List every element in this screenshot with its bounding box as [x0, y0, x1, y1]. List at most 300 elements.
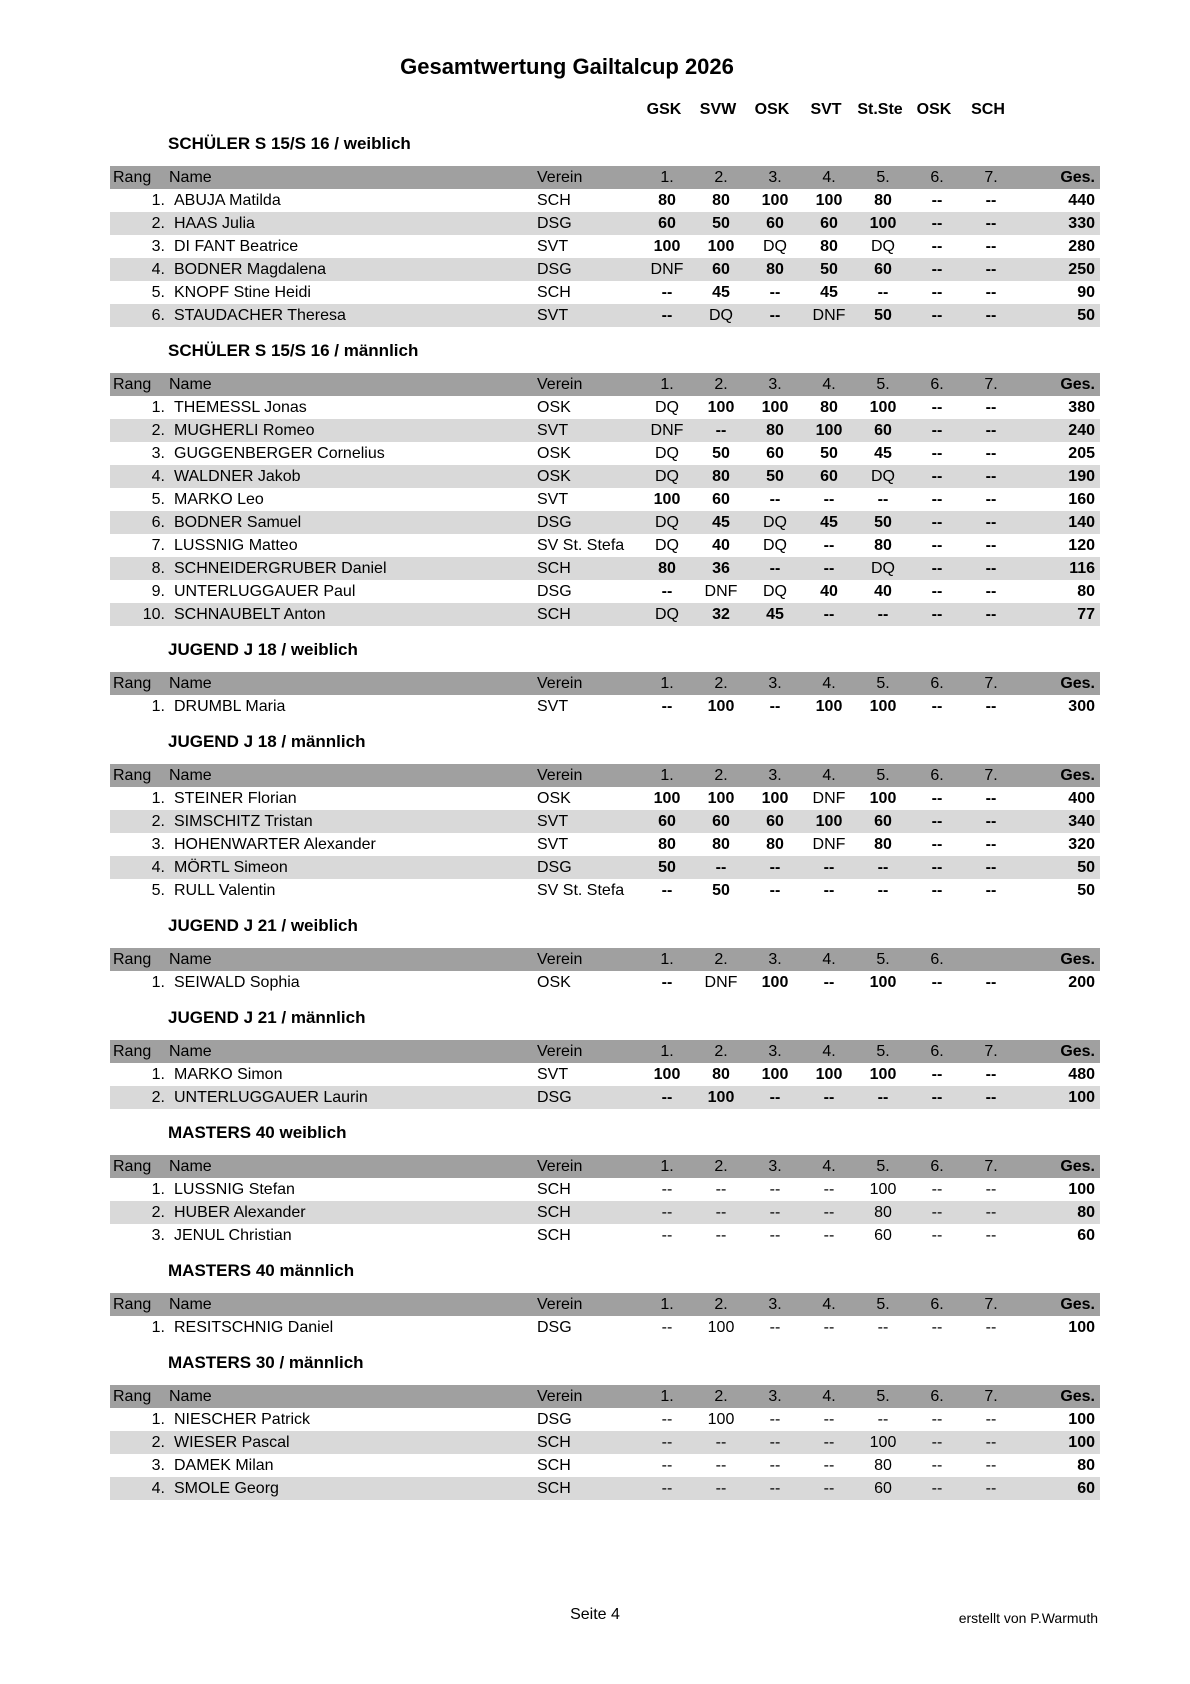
section-title: MASTERS 40 männlich [168, 1261, 355, 1280]
column-header-round: 1. [660, 1043, 674, 1060]
result-cell: -- [931, 1434, 943, 1451]
table-row [110, 879, 1100, 902]
result-cell: -- [715, 1434, 727, 1451]
column-header-round: 5. [876, 951, 890, 968]
column-header-round: 4. [822, 1388, 836, 1405]
table-row [110, 419, 1100, 442]
result-cell: 80 [874, 537, 892, 554]
event-codes-row [110, 100, 1100, 120]
results-table [110, 373, 1100, 626]
table-row [110, 488, 1100, 511]
total-cell: 90 [1077, 284, 1095, 301]
total-cell: 77 [1077, 606, 1095, 623]
total-cell: 160 [1068, 491, 1095, 508]
column-header-round: 4. [822, 675, 836, 692]
verein-cell: DSG [537, 215, 572, 232]
result-cell: 100 [707, 1089, 735, 1106]
result-cell: 100 [707, 238, 735, 255]
verein-cell: DSG [537, 261, 572, 278]
results-table [110, 764, 1100, 902]
rank-cell: 1. [151, 1319, 165, 1336]
result-cell: 80 [874, 1204, 892, 1221]
result-cell: 60 [874, 422, 892, 439]
result-cell: DQ [655, 445, 679, 462]
table-row [110, 1431, 1100, 1454]
column-header-total: Ges. [1060, 1158, 1095, 1175]
result-cell: -- [661, 1204, 673, 1221]
column-header-round: 4. [822, 1043, 836, 1060]
table-row [110, 1316, 1100, 1339]
table-row [110, 258, 1100, 281]
result-cell: 50 [874, 307, 892, 324]
verein-cell: OSK [537, 468, 571, 485]
content-area [110, 100, 1100, 1500]
section-title: SCHÜLER S 15/S 16 / weiblich [168, 134, 411, 153]
column-header-round: 2. [714, 376, 728, 393]
result-cell: -- [931, 238, 943, 255]
rank-cell: 4. [151, 468, 165, 485]
result-cell: 100 [869, 1066, 897, 1083]
rank-cell: 1. [151, 1066, 165, 1083]
result-cell: 100 [761, 399, 789, 416]
rank-cell: 4. [151, 1480, 165, 1497]
total-cell: 100 [1068, 1089, 1095, 1106]
result-cell: 60 [658, 813, 676, 830]
result-cell: -- [877, 1319, 889, 1336]
rank-cell: 3. [151, 238, 165, 255]
name-cell: HOHENWARTER Alexander [174, 836, 376, 853]
result-cell: 50 [712, 215, 730, 232]
result-cell: -- [769, 1411, 781, 1428]
column-header-round: 6. [930, 1388, 944, 1405]
result-cell: -- [877, 859, 889, 876]
result-cell: -- [823, 1089, 835, 1106]
total-cell: 400 [1068, 790, 1095, 807]
total-cell: 330 [1068, 215, 1095, 232]
result-cell: -- [931, 261, 943, 278]
result-cell: 45 [712, 284, 730, 301]
result-cell: -- [931, 790, 943, 807]
name-cell: WALDNER Jakob [174, 468, 301, 485]
table-header-row [110, 764, 1100, 787]
column-header-round: 4. [822, 1296, 836, 1313]
rank-cell: 3. [151, 836, 165, 853]
column-header-round: 5. [876, 169, 890, 186]
name-cell: SCHNEIDERGRUBER Daniel [174, 560, 387, 577]
section [110, 1123, 1100, 1247]
total-cell: 80 [1077, 1457, 1095, 1474]
column-header-rang: Rang [113, 1158, 152, 1175]
result-cell: -- [985, 399, 997, 416]
results-table [110, 1385, 1100, 1500]
result-cell: -- [661, 1411, 673, 1428]
result-cell: 100 [653, 790, 681, 807]
result-cell: DQ [763, 238, 787, 255]
column-header-round: 6. [930, 169, 944, 186]
result-cell: 80 [658, 836, 676, 853]
column-header-name: Name [169, 1158, 212, 1175]
column-header-round: 3. [768, 169, 782, 186]
column-header-round: 2. [714, 675, 728, 692]
result-cell: -- [931, 537, 943, 554]
result-cell: 80 [712, 468, 730, 485]
result-cell: 60 [766, 813, 784, 830]
result-cell: 100 [869, 399, 897, 416]
column-header-round: 1. [660, 1296, 674, 1313]
result-cell: DNF [650, 261, 684, 278]
event-code: St.Ste [857, 101, 903, 118]
column-header-name: Name [169, 675, 212, 692]
total-cell: 120 [1068, 537, 1095, 554]
column-header-verein: Verein [537, 1043, 583, 1060]
column-header-total: Ges. [1060, 1296, 1095, 1313]
result-cell: -- [985, 1181, 997, 1198]
result-cell: -- [823, 1480, 835, 1497]
result-cell: -- [877, 1411, 889, 1428]
result-cell: 100 [707, 698, 735, 715]
result-cell: -- [823, 491, 835, 508]
result-cell: -- [823, 560, 835, 577]
result-cell: 100 [653, 491, 681, 508]
table-row [110, 281, 1100, 304]
result-cell: 32 [712, 606, 730, 623]
verein-cell: SCH [537, 1204, 571, 1221]
rank-cell: 5. [151, 491, 165, 508]
table-row [110, 465, 1100, 488]
result-cell: DQ [871, 560, 895, 577]
table-row [110, 511, 1100, 534]
result-cell: -- [985, 537, 997, 554]
results-table [110, 1040, 1100, 1109]
column-header-round: 7. [984, 1296, 998, 1313]
rank-cell: 7. [151, 537, 165, 554]
column-header-verein: Verein [537, 1296, 583, 1313]
total-cell: 190 [1068, 468, 1095, 485]
result-cell: -- [769, 1457, 781, 1474]
result-cell: 45 [820, 514, 838, 531]
column-header-round: 5. [876, 767, 890, 784]
total-cell: 50 [1077, 882, 1095, 899]
column-header-name: Name [169, 1043, 212, 1060]
rank-cell: 2. [151, 1089, 165, 1106]
result-cell: 100 [869, 215, 897, 232]
section [110, 1008, 1100, 1109]
rank-cell: 1. [151, 974, 165, 991]
rank-cell: 1. [151, 790, 165, 807]
column-header-verein: Verein [537, 1388, 583, 1405]
result-cell: 100 [815, 422, 843, 439]
result-cell: -- [985, 1411, 997, 1428]
rank-cell: 2. [151, 813, 165, 830]
section [110, 732, 1100, 902]
rank-cell: 2. [151, 422, 165, 439]
result-cell: -- [769, 284, 781, 301]
name-cell: RESITSCHNIG Daniel [174, 1319, 334, 1336]
verein-cell: SCH [537, 1227, 571, 1244]
result-cell: -- [661, 974, 673, 991]
total-cell: 100 [1068, 1434, 1095, 1451]
column-header-round: 3. [768, 1158, 782, 1175]
table-row [110, 189, 1100, 212]
result-cell: 50 [658, 859, 676, 876]
name-cell: LUSSNIG Stefan [174, 1181, 295, 1198]
result-cell: -- [823, 974, 835, 991]
result-cell: -- [985, 192, 997, 209]
result-cell: 100 [707, 1411, 735, 1428]
verein-cell: SVT [537, 307, 569, 324]
name-cell: ABUJA Matilda [174, 192, 281, 209]
result-cell: -- [931, 1181, 943, 1198]
result-cell: 50 [712, 445, 730, 462]
result-cell: 60 [874, 261, 892, 278]
result-cell: -- [769, 1227, 781, 1244]
section [110, 640, 1100, 718]
name-cell: BODNER Magdalena [174, 261, 327, 278]
section [110, 1261, 1100, 1339]
table-header-row [110, 1385, 1100, 1408]
result-cell: 100 [653, 1066, 681, 1083]
rank-cell: 4. [151, 261, 165, 278]
column-header-name: Name [169, 1296, 212, 1313]
total-cell: 60 [1077, 1480, 1095, 1497]
name-cell: NIESCHER Patrick [174, 1411, 311, 1428]
verein-cell: SVT [537, 1066, 569, 1083]
result-cell: -- [931, 698, 943, 715]
column-header-round: 7. [984, 1043, 998, 1060]
result-cell: -- [661, 1227, 673, 1244]
name-cell: UNTERLUGGAUER Paul [174, 583, 356, 600]
name-cell: SEIWALD Sophia [174, 974, 300, 991]
name-cell: DRUMBL Maria [174, 698, 286, 715]
table-row [110, 1408, 1100, 1431]
column-header-name: Name [169, 1388, 212, 1405]
result-cell: -- [985, 882, 997, 899]
rank-cell: 4. [151, 859, 165, 876]
rank-cell: 9. [151, 583, 165, 600]
result-cell: -- [931, 284, 943, 301]
result-cell: -- [715, 1457, 727, 1474]
result-cell: 36 [712, 560, 730, 577]
result-cell: -- [823, 1411, 835, 1428]
column-header-round: 7. [984, 675, 998, 692]
rank-cell: 10. [142, 606, 165, 623]
column-header-round: 2. [714, 1388, 728, 1405]
result-cell: -- [823, 882, 835, 899]
total-cell: 380 [1068, 399, 1095, 416]
result-cell: -- [769, 1319, 781, 1336]
verein-cell: SVT [537, 813, 569, 830]
column-header-verein: Verein [537, 169, 583, 186]
column-header-name: Name [169, 169, 212, 186]
result-cell: 60 [820, 215, 838, 232]
total-cell: 50 [1077, 859, 1095, 876]
section [110, 134, 1100, 327]
result-cell: -- [823, 1227, 835, 1244]
section [110, 1353, 1100, 1500]
column-header-round: 2. [714, 1296, 728, 1313]
result-cell: -- [931, 1204, 943, 1221]
column-header-rang: Rang [113, 675, 152, 692]
result-cell: 60 [712, 261, 730, 278]
verein-cell: SCH [537, 192, 571, 209]
result-cell: 100 [815, 1066, 843, 1083]
result-cell: 80 [874, 192, 892, 209]
table-row [110, 833, 1100, 856]
result-cell: -- [985, 307, 997, 324]
result-cell: -- [769, 698, 781, 715]
event-codes-spacer [110, 100, 637, 120]
table-header-row [110, 672, 1100, 695]
column-header-round: 7. [984, 1158, 998, 1175]
rank-cell: 5. [151, 284, 165, 301]
table-row [110, 810, 1100, 833]
table-row [110, 557, 1100, 580]
name-cell: STAUDACHER Theresa [174, 307, 346, 324]
result-cell: -- [769, 491, 781, 508]
column-header-round: 7. [984, 169, 998, 186]
result-cell: -- [769, 859, 781, 876]
verein-cell: DSG [537, 1411, 572, 1428]
rank-cell: 8. [151, 560, 165, 577]
result-cell: -- [661, 1089, 673, 1106]
result-cell: 50 [820, 261, 838, 278]
result-cell: DQ [655, 606, 679, 623]
result-cell: -- [931, 422, 943, 439]
total-cell: 80 [1077, 1204, 1095, 1221]
column-header-round: 3. [768, 1296, 782, 1313]
total-cell: 250 [1068, 261, 1095, 278]
column-header-round: 1. [660, 376, 674, 393]
result-cell: 60 [874, 813, 892, 830]
result-cell: DNF [812, 836, 846, 853]
rank-cell: 6. [151, 307, 165, 324]
column-header-round: 2. [714, 767, 728, 784]
section-title: JUGEND J 21 / männlich [168, 1008, 366, 1027]
column-header-round: 6. [930, 1296, 944, 1313]
table-header-row [110, 373, 1100, 396]
result-cell: DNF [812, 790, 846, 807]
total-cell: 440 [1068, 192, 1095, 209]
result-cell: -- [985, 1319, 997, 1336]
result-cell: -- [931, 813, 943, 830]
column-header-name: Name [169, 951, 212, 968]
result-cell: -- [715, 1227, 727, 1244]
table-row [110, 304, 1100, 327]
section-title: MASTERS 40 weiblich [168, 1123, 347, 1142]
column-header-round: 2. [714, 1043, 728, 1060]
name-cell: KNOPF Stine Heidi [174, 284, 311, 301]
total-cell: 205 [1068, 445, 1095, 462]
column-header-round: 4. [822, 1158, 836, 1175]
verein-cell: SCH [537, 606, 571, 623]
results-table [110, 672, 1100, 718]
result-cell: -- [877, 606, 889, 623]
result-cell: -- [931, 859, 943, 876]
result-cell: -- [985, 606, 997, 623]
result-cell: -- [931, 974, 943, 991]
result-cell: -- [931, 560, 943, 577]
result-cell: -- [769, 307, 781, 324]
footer-credit: erstellt von P.Warmuth [958, 1610, 1098, 1626]
column-header-rang: Rang [113, 767, 152, 784]
result-cell: 60 [712, 813, 730, 830]
result-cell: 40 [874, 583, 892, 600]
verein-cell: SVT [537, 238, 569, 255]
result-cell: 60 [712, 491, 730, 508]
verein-cell: DSG [537, 514, 572, 531]
table-row [110, 1063, 1100, 1086]
column-header-round: 4. [822, 951, 836, 968]
total-cell: 320 [1068, 836, 1095, 853]
verein-cell: SVT [537, 491, 569, 508]
result-cell: -- [931, 307, 943, 324]
name-cell: BODNER Samuel [174, 514, 302, 531]
total-cell: 100 [1068, 1411, 1095, 1428]
column-header-round: 5. [876, 376, 890, 393]
result-cell: 50 [712, 882, 730, 899]
total-cell: 80 [1077, 583, 1095, 600]
page-number: Seite 4 [570, 1606, 620, 1623]
result-cell: 100 [869, 1181, 897, 1198]
name-cell: MUGHERLI Romeo [174, 422, 315, 439]
column-header-name: Name [169, 767, 212, 784]
result-cell: -- [661, 307, 673, 324]
total-cell: 200 [1068, 974, 1095, 991]
verein-cell: SVT [537, 422, 569, 439]
total-cell: 280 [1068, 238, 1095, 255]
result-cell: DQ [655, 468, 679, 485]
result-cell: DQ [655, 399, 679, 416]
column-header-round: 1. [660, 675, 674, 692]
result-cell: 100 [707, 1319, 735, 1336]
verein-cell: SVT [537, 836, 569, 853]
result-cell: -- [985, 560, 997, 577]
rank-cell: 3. [151, 1227, 165, 1244]
table-row [110, 442, 1100, 465]
result-cell: -- [823, 537, 835, 554]
result-cell: -- [931, 1089, 943, 1106]
column-header-total: Ges. [1060, 675, 1095, 692]
column-header-round: 3. [768, 951, 782, 968]
table-row [110, 235, 1100, 258]
total-cell: 60 [1077, 1227, 1095, 1244]
result-cell: -- [931, 1457, 943, 1474]
result-cell: 40 [820, 583, 838, 600]
event-code: GSK [646, 101, 682, 118]
total-cell: 100 [1068, 1181, 1095, 1198]
result-cell: -- [985, 813, 997, 830]
column-header-round: 3. [768, 1388, 782, 1405]
result-cell: -- [715, 1204, 727, 1221]
column-header-verein: Verein [537, 1158, 583, 1175]
section [110, 341, 1100, 626]
name-cell: MARKO Leo [174, 491, 264, 508]
result-cell: -- [715, 422, 727, 439]
table-header-row [110, 948, 1100, 971]
result-cell: -- [985, 514, 997, 531]
name-cell: DI FANT Beatrice [174, 238, 299, 255]
total-cell: 300 [1068, 698, 1095, 715]
result-cell: -- [985, 215, 997, 232]
result-cell: 100 [761, 1066, 789, 1083]
rank-cell: 6. [151, 514, 165, 531]
result-cell: -- [985, 1204, 997, 1221]
verein-cell: SCH [537, 284, 571, 301]
result-cell: -- [931, 583, 943, 600]
result-cell: DQ [763, 583, 787, 600]
result-cell: DQ [871, 238, 895, 255]
result-cell: -- [985, 1434, 997, 1451]
